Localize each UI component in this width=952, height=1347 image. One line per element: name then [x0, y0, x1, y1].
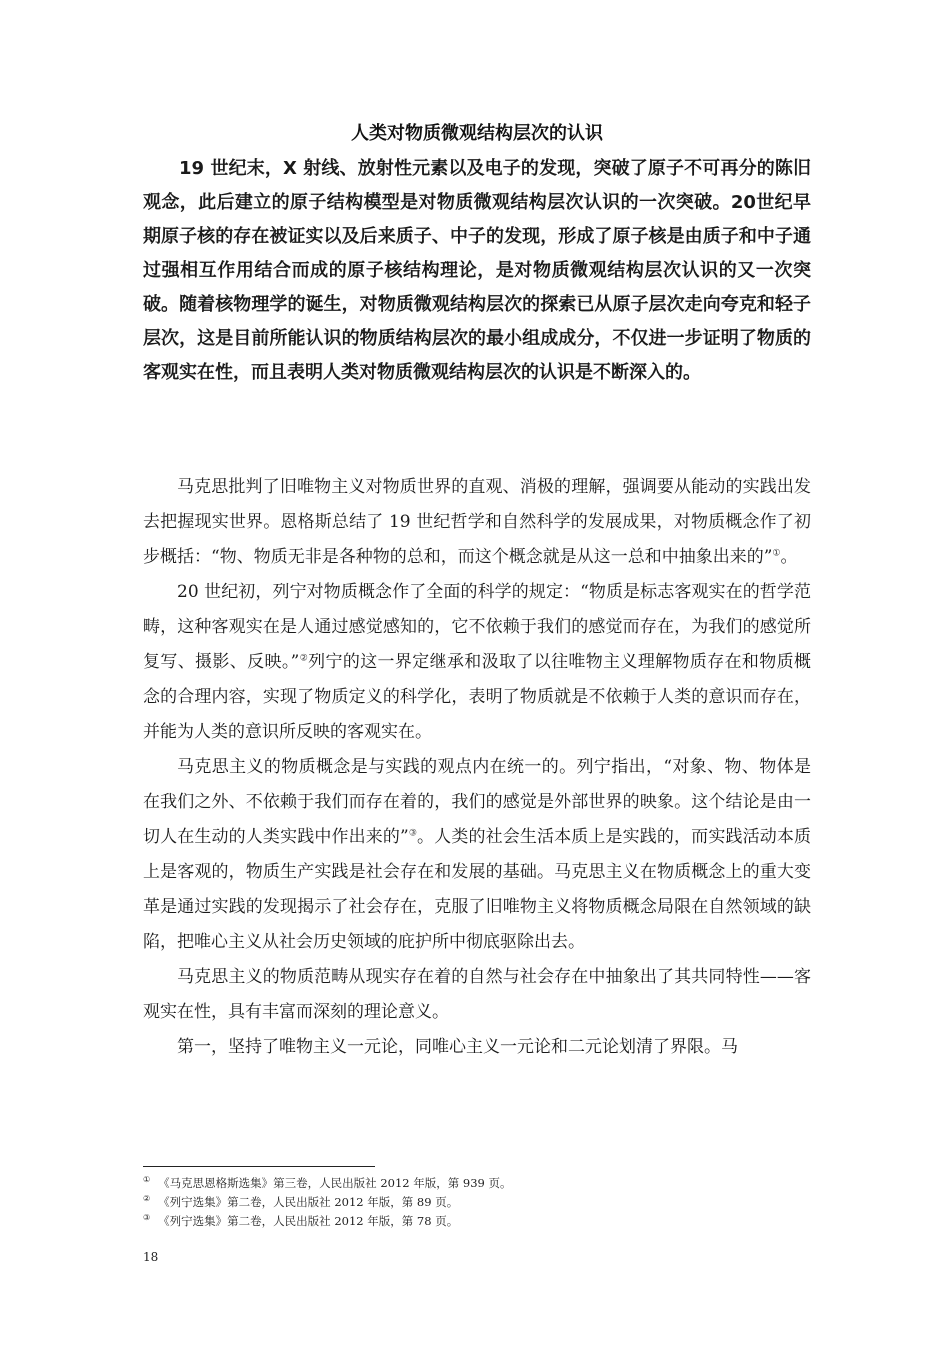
footnote-mark: ③ — [143, 1213, 151, 1223]
paragraph-text: 列宁的这一界定继承和汲取了以往唯物主义理解物质存在和物质概念的合理内容，实现了物质定义的科学化，表明了物质就是不依赖于人类的意识而存在，并能为人类的意识所反映的客观实在。 — [143, 652, 811, 742]
page-number: 18 — [143, 1250, 159, 1264]
footnote-text: 《马克思恩格斯选集》第三卷，人民出版社 2012 年版，第 939 页。 — [158, 1176, 512, 1190]
paragraph-text: 马克思批判了旧唯物主义对物质世界的直观、消极的理解，强调要从能动的实践出发去把握现实世界。恩格斯总结了 19 世纪哲学和自然科学的发展成果，对物质概念作了初步概括：“物、物质无非是各种物的总和，而这个概念就是从这一总和中抽象出来的” — [143, 477, 811, 567]
box-title: 人类对物质微观结构层次的认识 — [351, 123, 603, 144]
footnotes — [143, 1174, 811, 1231]
footnote-mark: ② — [143, 1194, 151, 1204]
paragraph-text: 20 世纪初，列宁对物质概念作了全面的科学的规定：“物质是标志客观实在的哲学范畴，这种客观实在是人通过感觉感知的，它不依赖于我们的感觉而存在，为我们的感觉所复写、摄影、反映。” — [143, 582, 811, 672]
paragraph-text: 马克思主义的物质范畴从现实存在着的自然与社会存在中抽象出了其共同特性——客观实在性，具有丰富而深刻的理论意义。 — [143, 967, 811, 1022]
paragraph-text: 马克思主义的物质概念是与实践的观点内在统一的。列宁指出，“对象、物、物体是在我们之外、不依赖于我们而存在着的，我们的感觉是外部世界的映象。这个结论是由一切人在生动的人类实践中作出来的” — [143, 757, 811, 847]
footnote-2 — [143, 1193, 811, 1212]
paragraph-5 — [143, 1030, 811, 1065]
footnote-divider — [143, 1166, 375, 1167]
footnote-ref-2: ② — [299, 653, 309, 664]
footnote-3 — [143, 1212, 811, 1231]
paragraph-3 — [143, 750, 811, 960]
box-paragraph: 19 世纪末，X 射线、放射性元素以及电子的发现，突破了原子不可再分的陈旧观念，此后建立的原子结构模型是对物质微观结构层次认识的一次突破。20世纪早期原子核的存在被证实以及后来质子、中子的发现，形成了原子核是由质子和中子通过强相互作用结合而成的原子核结构理论，是对物质微观结构层次认识的又一次突破。随着核物理学的诞生，对物质微观结构层次的探索已从原子层次走向夸克和轻子层次，这是目前所能认识的物质结构层次的最小组成成分，不仅进一步证明了物质的客观实在性，而且表明人类对物质微观结构层次的认识是不断深入的。 — [143, 158, 811, 383]
paragraph-text: 。 — [780, 547, 798, 567]
footnote-text: 《列宁选集》第二卷，人民出版社 2012 年版，第 78 页。 — [158, 1214, 459, 1228]
paragraph-text: 。人类的社会生活本质上是实践的，而实践活动本质上是客观的，物质生产实践是社会存在和发展的基础。马克思主义在物质概念上的重大变革是通过实践的发现揭示了社会存在，克服了旧唯物主义将物质概念局限在自然领域的缺陷，把唯心主义从社会历史领域的庇护所中彻底驱除出去。 — [143, 827, 811, 952]
footnote-ref-1: ① — [772, 548, 781, 559]
main-text — [143, 470, 811, 1065]
paragraph-1 — [143, 470, 811, 575]
footnote-mark: ① — [143, 1175, 151, 1185]
paragraph-text: 第一，坚持了唯物主义一元论，同唯心主义一元论和二元论划清了界限。马 — [177, 1037, 738, 1057]
footnote-text: 《列宁选集》第二卷，人民出版社 2012 年版，第 89 页。 — [158, 1195, 459, 1209]
footnote-ref-3: ③ — [408, 828, 418, 839]
footnote-1 — [143, 1174, 811, 1193]
paragraph-2 — [143, 575, 811, 750]
paragraph-4 — [143, 960, 811, 1030]
